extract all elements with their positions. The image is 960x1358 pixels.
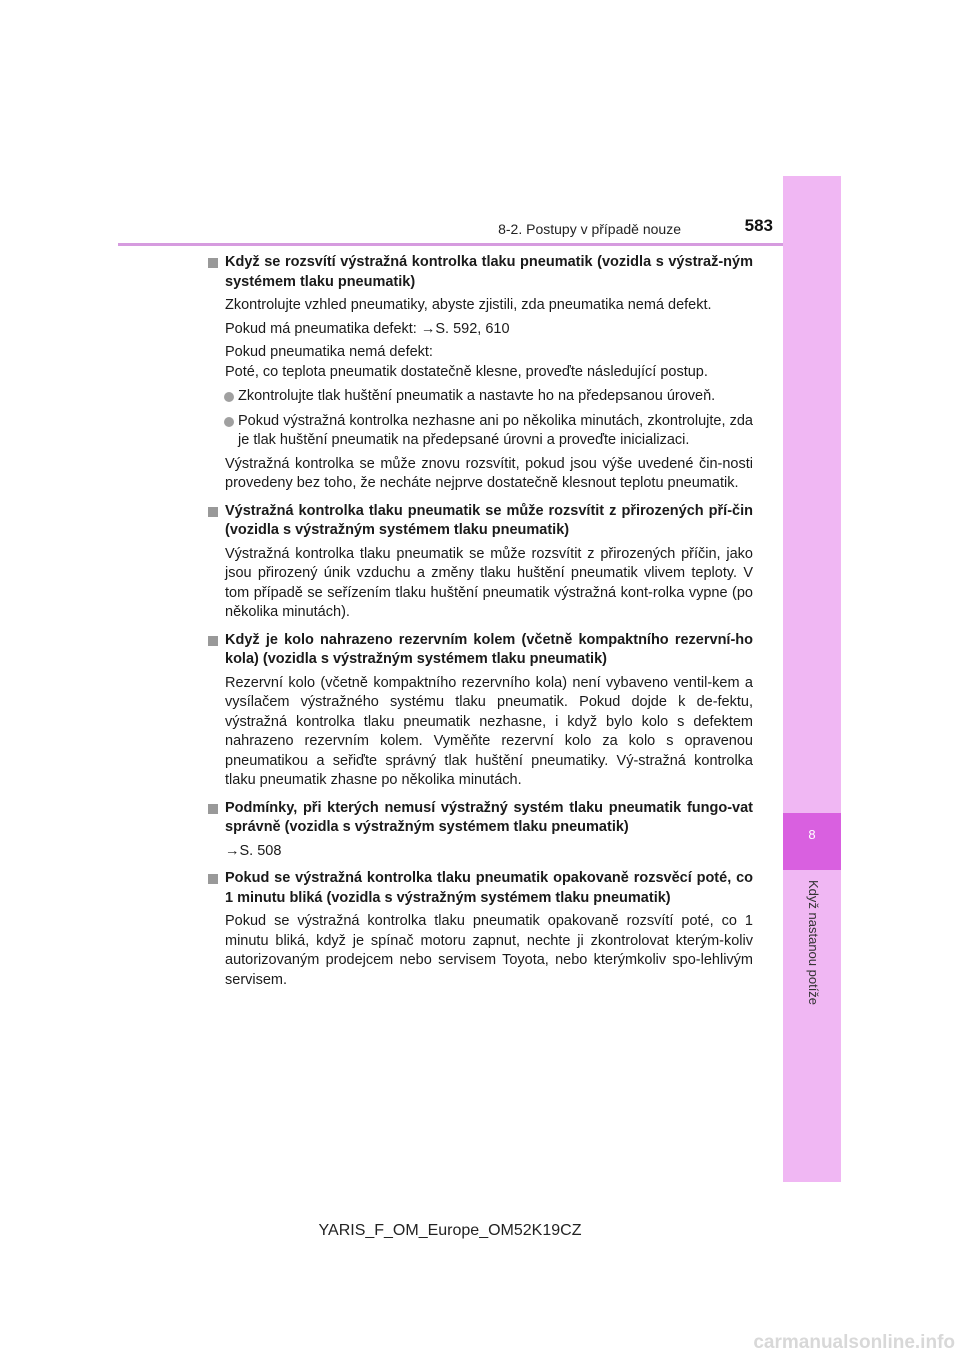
round-bullet-icon [224, 392, 234, 402]
section-title: Když je kolo nahrazeno rezervním kolem (včetně kompaktního rezervní-ho kola) (vozidla s výstražným systémem tlaku pneumatik) [208, 631, 753, 670]
section-title: Když se rozsvítí výstražná kontrolka tlaku pneumatik (vozidla s výstraž-ným systémem tlaku pneumatik) [208, 253, 753, 292]
square-bullet-icon [208, 804, 218, 814]
paragraph: Zkontrolujte vzhled pneumatiky, abyste zjistili, zda pneumatika nemá defekt. [225, 297, 712, 313]
section-title: Výstražná kontrolka tlaku pneumatik se může rozsvítit z přirozených pří-čin (vozidla s výstražným systémem tlaku pneumatik) [208, 502, 753, 541]
paragraph: Rezervní kolo (včetně kompaktního rezervního kola) není vybaveno ventil-kem a vysílačem výstražného systému tlaku pneumatik. Pokud dojde k de-fektu, výstražná kontrolka tlaku pneumatik nezhasne, i když bylo kolo s defektem nahrazeno rezervním kolem. Vyměňte rezervní kolo za kolo s opravenou pneumatikou a seřiďte správný tlak huštění pneumatiky. Vý-stražná kontrolka tlaku pneumatik zhasne po několika minutách. [225, 674, 753, 788]
square-bullet-icon [208, 636, 218, 646]
document-code: YARIS_F_OM_Europe_OM52K19CZ [318, 1222, 582, 1239]
paragraph: Pokud se výstražná kontrolka tlaku pneumatik opakovaně rozsvítí poté, co 1 minutu bliká, když je spínač motoru zapnut, nechte ji zkontrolovat kterým-koliv autorizovaným prodejcem nebo servisem Toyota, nebo kterýmkoliv spo-lehlivým servisem. [225, 913, 753, 988]
list-item: Zkontrolujte tlak huštění pneumatik a nastavte ho na předepsanou úroveň. [208, 387, 753, 407]
paragraph: Výstražná kontrolka se může znovu rozsvítit, pokud jsou výše uvedené čin-nosti provedeny bez toho, že necháte nejprve dostatečně klesnout teplotu pneumatik. [225, 455, 753, 491]
watermark: carmanualsonline.info [753, 1332, 955, 1353]
page-content [208, 253, 753, 990]
paragraph: Pokud pneumatika nemá defekt: Poté, co teplota pneumatik dostatečně klesne, proveďte následující postup. [225, 344, 708, 380]
chapter-number: 8 [808, 827, 816, 842]
header-rule [118, 243, 783, 246]
chapter-label: Když nastanou potíže [806, 880, 821, 1006]
square-bullet-icon [208, 258, 218, 268]
round-bullet-icon [224, 417, 234, 427]
section-title: Pokud se výstražná kontrolka tlaku pneumatik opakovaně rozsvěcí poté, co 1 minutu bliká (vozidla s výstražným systémem tlaku pneumatik) [208, 869, 753, 908]
square-bullet-icon [208, 874, 218, 884]
page-reference: →S. 508 [225, 842, 282, 859]
paragraph: Výstražná kontrolka tlaku pneumatik se může rozsvítit z přirozených příčin, jako jsou přirozený únik vzduchu a změny tlaku huštění pneumatik vlivem teploty. V tom případě se seřízením tlaku huštění pneumatik výstražná kont-rolka vypne (po několika minutách). [225, 545, 753, 620]
paragraph: Pokud má pneumatika defekt: →S. 592, 610 [225, 320, 510, 337]
square-bullet-icon [208, 507, 218, 517]
page-number: 583 [744, 216, 773, 235]
list-item: Pokud výstražná kontrolka nezhasne ani po několika minutách, zkontrolujte, zda je tlak huštění pneumatik na předepsané úrovni a proveďte inicializaci. [208, 412, 753, 451]
header-section-title: 8-2. Postupy v případě nouze [498, 221, 681, 237]
section-title: Podmínky, při kterých nemusí výstražný systém tlaku pneumatik fungo-vat správně (vozidla s výstražným systémem tlaku pneumatik) [208, 799, 753, 838]
